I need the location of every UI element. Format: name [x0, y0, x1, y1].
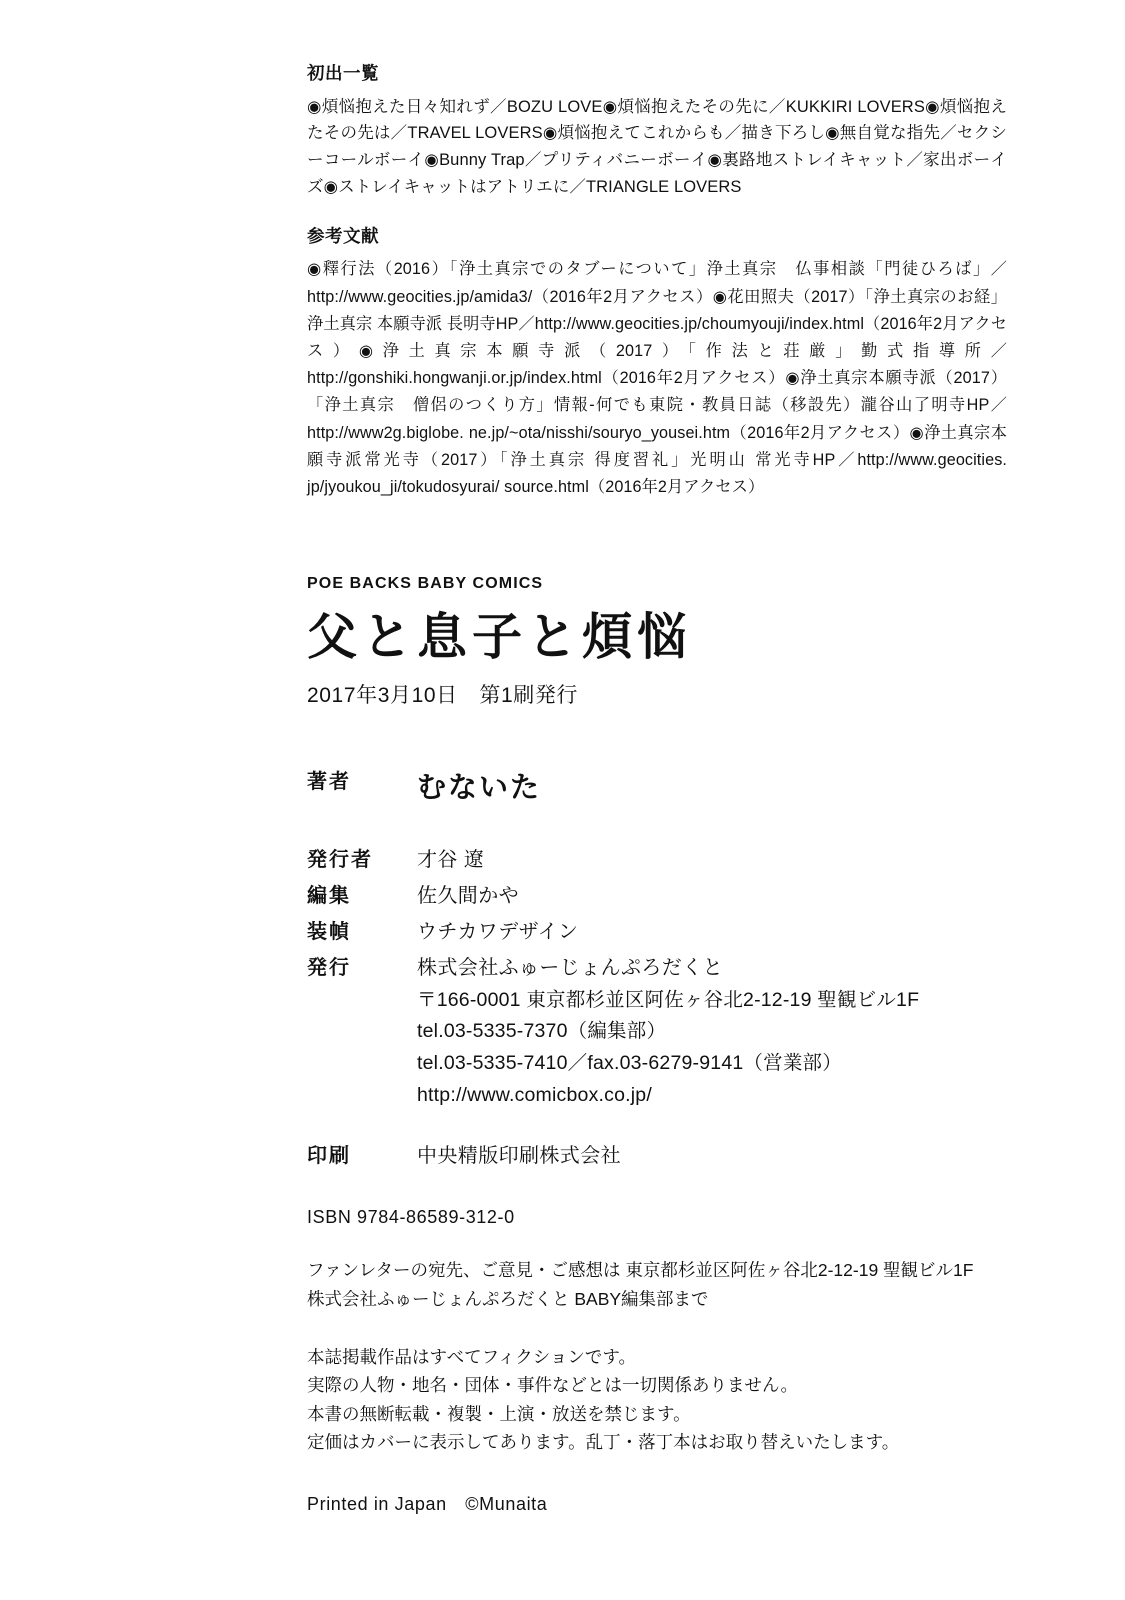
credit-row-editor: [307, 881, 1007, 911]
isbn-text: ISBN 9784-86589-312-0: [307, 1207, 515, 1228]
series-label: POE BACKS BABY COMICS: [307, 575, 544, 593]
notice-no-relation: 実際の人物・地名・団体・事件などとは一切関係ありません。: [307, 1375, 799, 1396]
printed-in-japan: Printed in Japan ©Munaita: [307, 1494, 548, 1515]
fanmail-line-2: 株式会社ふゅーじょんぷろだくと BABY編集部まで: [307, 1288, 709, 1309]
book-title: 父と息子と煩悩: [307, 609, 692, 666]
notice-fiction: 本誌掲載作品はすべてフィクションです。: [307, 1346, 636, 1367]
imprint-block: [307, 575, 1007, 709]
notice-copyright: 本書の無断転載・複製・上演・放送を禁じます。: [307, 1403, 691, 1424]
credit-row-publisher: [307, 953, 1007, 983]
credit-value-publisher: 株式会社ふゅーじょんぷろだくと: [417, 956, 723, 979]
credit-value-design: ウチカワデザイン: [417, 920, 579, 943]
notices-block: [307, 1343, 1007, 1456]
publication-date: 2017年3月10日 第1刷発行: [307, 684, 579, 708]
first-publication-section: [307, 62, 1007, 201]
publisher-tel-editorial: tel.03-5335-7370（編集部）: [417, 1020, 667, 1043]
notice-price-defect: 定価はカバーに表示してあります。乱丁・落丁本はお取り替えいたします。: [307, 1431, 900, 1452]
credit-label-design: 装幀: [307, 920, 351, 943]
credit-label-publisher-person: 発行者: [307, 848, 373, 871]
credit-label-editor: 編集: [307, 884, 351, 907]
publisher-tel-sales: tel.03-5335-7410／fax.03-6279-9141（営業部）: [417, 1052, 842, 1074]
credit-value-editor: 佐久間かや: [417, 884, 519, 907]
credit-value-publisher-person: 才谷 遼: [417, 848, 485, 871]
fanmail-line-1: ファンレターの宛先、ご意見・ご感想は 東京都杉並区阿佐ヶ谷北2-12-19 聖観ビル1F: [307, 1260, 974, 1281]
credits-block: [307, 767, 1007, 1171]
credit-label-author: 著者: [307, 771, 351, 794]
credit-row-author: [307, 767, 1007, 811]
credit-row-printing: [307, 1141, 1007, 1171]
publisher-address: [417, 985, 1007, 1111]
fanmail-block: [307, 1256, 1007, 1313]
credit-value-author: むないた: [417, 772, 542, 805]
colophon-content: [307, 62, 1007, 1516]
credit-label-printing: 印刷: [307, 1145, 351, 1168]
references-section: [307, 225, 1007, 502]
references-text: ◉釋行法（2016）「浄土真宗でのタブーについて」浄土真宗 仏事相談「門徒ひろば」／http://www.geocities.jp/amida3/（2016年2月アクセス）◉花田照夫（2017）「浄土真宗のお経」浄土真宗 本願寺派 長明寺HP／http://www.geocities.jp/choumyouji/index.html（2016年2月アクセス）◉浄土真宗本願寺派（2017）「作法と荘厳」勤式指導所／http://gonshiki.hongwanji.or.jp/index.html（2016年2月アクセス）◉浄土真宗本願寺派（2017）「浄土真宗 僧侶のつくり方」情報-何でも東院・教員日誌（移設先）瀧谷山了明寺HP／http://www2g.biglobe. ne.jp/~ota/nisshi/souryo_yousei.htm（2016年2月アクセス）◉浄土真宗本願寺派常光寺（2017）「浄土真宗 得度習礼」光明山 常光寺HP／http://www.geocities. jp/jyoukou_ji/tokudosyurai/ source.html（2016年2月アクセス）: [307, 260, 1007, 497]
first-publication-heading: 初出一覧: [307, 63, 379, 83]
references-heading: 参考文献: [307, 225, 379, 246]
credit-row-design: [307, 917, 1007, 947]
first-publication-text: ◉煩悩抱えた日々知れず／BOZU LOVE◉煩悩抱えたその先に／KUKKIRI LOVERS◉煩悩抱えたその先は／TRAVEL LOVERS◉煩悩抱えてこれからも／描き下ろし◉無自覚な指先／セクシーコールボーイ◉Bunny Trap／プリティバニーボーイ◉裏路地ストレイキャット／家出ボーイズ◉ストレイキャットはアトリエに／TRIANGLE LOVERS: [307, 97, 1007, 196]
publisher-address-line: 〒166-0001 東京都杉並区阿佐ヶ谷北2-12-19 聖観ビル1F: [417, 988, 920, 1011]
publisher-website-url[interactable]: http://www.comicbox.co.jp/: [417, 1083, 652, 1106]
credit-label-publisher: 発行: [307, 956, 351, 979]
credit-value-printing: 中央精版印刷株式会社: [417, 1145, 621, 1168]
credit-row-publisher-person: [307, 845, 1007, 875]
